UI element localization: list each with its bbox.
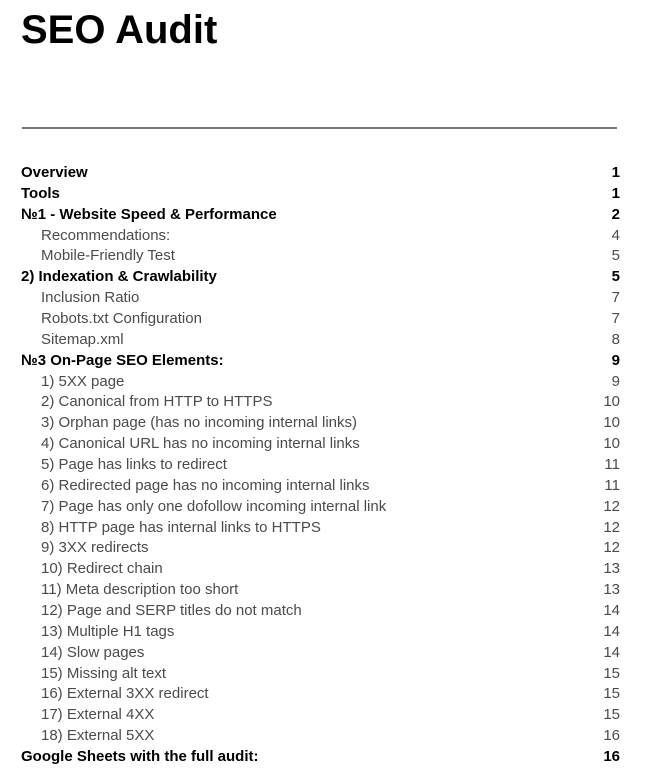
toc-entry-label: 2) Indexation & Crawlability (21, 268, 217, 286)
toc-entry-label: 6) Redirected page has no incoming internal links (41, 476, 370, 494)
toc-entry[interactable] (21, 622, 620, 643)
toc-entry-label: 17) External 4XX (41, 706, 155, 724)
toc-entry-label: Sitemap.xml (41, 330, 124, 348)
toc-entry-page-number: 8 (611, 330, 620, 348)
toc-entry-label: 14) Slow pages (41, 643, 145, 661)
toc-entry-page-number: 14 (603, 622, 620, 640)
toc-entry-page-number: 10 (603, 435, 620, 453)
toc-entry-page-number: 15 (603, 685, 620, 703)
toc-entry-page-number: 12 (603, 497, 620, 515)
toc-entry-page-number: 5 (611, 268, 620, 286)
toc-entry-page-number: 16 (603, 748, 620, 766)
toc-entry-page-number: 12 (603, 539, 620, 557)
toc-entry[interactable] (21, 226, 620, 247)
toc-entry[interactable] (21, 476, 620, 497)
toc-entry-label: 3) Orphan page (has no incoming internal links) (41, 414, 358, 432)
toc-entry-label: 13) Multiple H1 tags (41, 622, 175, 640)
toc-entry-page-number: 11 (604, 476, 620, 494)
toc-entry[interactable] (21, 351, 620, 372)
toc-entry-page-number: 7 (611, 289, 620, 307)
toc-entry-label: Google Sheets with the full audit: (21, 748, 259, 766)
toc-entry[interactable] (21, 434, 620, 455)
toc-entry-label: 11) Meta description too short (41, 581, 239, 599)
toc-entry[interactable] (21, 309, 620, 330)
toc-entry-page-number: 13 (603, 581, 620, 599)
toc-entry-page-number: 10 (603, 393, 620, 411)
document-title: SEO Audit (21, 8, 218, 52)
toc-entry-label: 10) Redirect chain (41, 560, 163, 578)
toc-entry-page-number: 9 (611, 372, 620, 390)
toc-entry-label: №3 On-Page SEO Elements: (21, 351, 224, 369)
toc-entry-page-number: 7 (611, 310, 620, 328)
toc-entry-label: 2) Canonical from HTTP to HTTPS (41, 393, 273, 411)
toc-entry-page-number: 14 (603, 602, 620, 620)
horizontal-rule (22, 127, 617, 129)
toc-entry[interactable] (21, 455, 620, 476)
toc-entry-label: 15) Missing alt text (41, 664, 167, 682)
toc-entry-page-number: 15 (603, 706, 620, 724)
toc-entry-page-number: 14 (603, 643, 620, 661)
toc-entry-label: 4) Canonical URL has no incoming internal links (41, 435, 360, 453)
toc-entry-label: Mobile-Friendly Test (41, 247, 175, 265)
toc-entry[interactable] (21, 246, 620, 267)
toc-entry[interactable] (21, 392, 620, 413)
toc-entry-page-number: 10 (603, 414, 620, 432)
toc-entry[interactable] (21, 643, 620, 664)
toc-entry[interactable] (21, 330, 620, 351)
toc-entry-label: 7) Page has only one dofollow incoming internal link (41, 497, 387, 515)
toc-entry-label: Robots.txt Configuration (41, 310, 202, 328)
toc-entry-page-number: 5 (611, 247, 620, 265)
toc-entry-page-number: 12 (603, 518, 620, 536)
toc-entry-label: 1) 5XX page (41, 372, 125, 390)
toc-entry-page-number: 16 (603, 727, 620, 745)
toc-entry[interactable] (21, 538, 620, 559)
toc-entry-label: Recommendations: (41, 226, 171, 244)
toc-entry-label: 8) HTTP page has internal links to HTTPS (41, 518, 321, 536)
toc-entry-page-number: 4 (611, 226, 620, 244)
table-of-contents (21, 163, 620, 768)
toc-entry-page-number: 13 (603, 560, 620, 578)
toc-entry[interactable] (21, 684, 620, 705)
toc-entry-page-number: 9 (611, 351, 620, 369)
toc-entry-label: №1 - Website Speed & Performance (21, 205, 277, 223)
toc-entry[interactable] (21, 518, 620, 539)
toc-entry[interactable] (21, 163, 620, 184)
toc-entry[interactable] (21, 288, 620, 309)
toc-entry[interactable] (21, 705, 620, 726)
toc-entry-page-number: 1 (611, 184, 620, 202)
toc-entry[interactable] (21, 497, 620, 518)
toc-entry-label: 9) 3XX redirects (41, 539, 149, 557)
toc-entry[interactable] (21, 267, 620, 288)
toc-entry-label: Tools (21, 184, 60, 202)
toc-entry[interactable] (21, 580, 620, 601)
toc-entry-label: Overview (21, 164, 88, 181)
toc-entry[interactable] (21, 372, 620, 393)
toc-entry[interactable] (21, 726, 620, 747)
toc-entry-label: 16) External 3XX redirect (41, 685, 209, 703)
toc-entry-label: 12) Page and SERP titles do not match (41, 602, 302, 620)
toc-entry-label: Inclusion Ratio (41, 289, 140, 307)
toc-entry-page-number: 1 (611, 164, 620, 181)
toc-entry[interactable] (21, 559, 620, 580)
toc-entry[interactable] (21, 413, 620, 434)
toc-entry-label: 18) External 5XX (41, 727, 155, 745)
toc-entry[interactable] (21, 205, 620, 226)
toc-entry[interactable] (21, 664, 620, 685)
toc-entry-page-number: 11 (604, 456, 620, 474)
toc-entry[interactable] (21, 184, 620, 205)
toc-entry[interactable] (21, 601, 620, 622)
toc-entry-label: 5) Page has links to redirect (41, 456, 227, 474)
toc-entry-page-number: 2 (611, 205, 620, 223)
toc-entry[interactable] (21, 747, 620, 768)
toc-entry-page-number: 15 (603, 664, 620, 682)
